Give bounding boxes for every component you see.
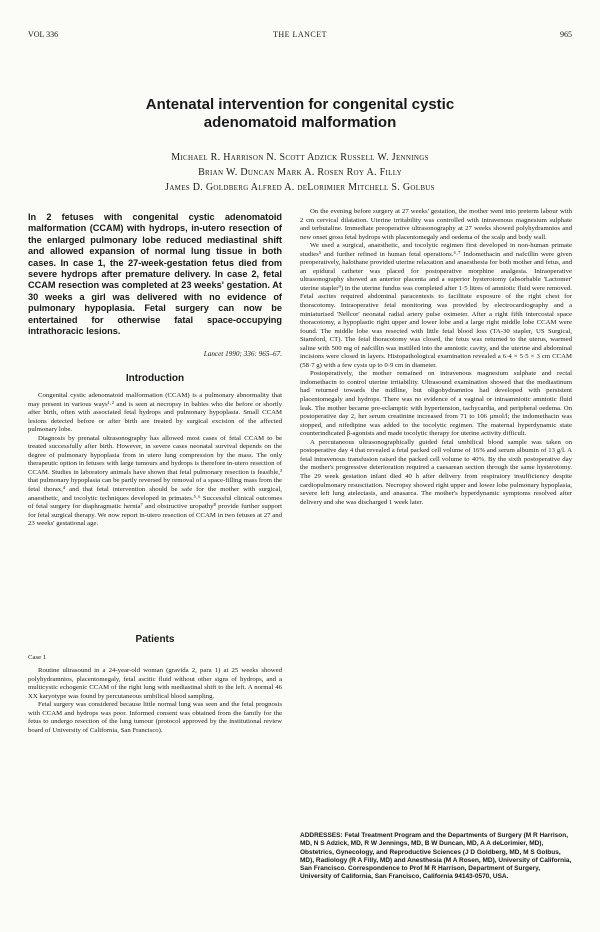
right-paragraph-1: On the evening before surgery at 27 weeks' gestation, the mother went into preterm labour with 2 cm cervical dilatation. Uterine irritability was controlled with intravenous magnesium sulphate and terbutaline. Immediate preoperative ultrasonography at 27 weeks showed polyhydramnios and new onset gross fetal hydrops with placentomegaly and oedema of the scalp and body wall.	[300, 208, 572, 241]
citation: Lancet 1990; 336: 965–67.	[203, 350, 282, 358]
right-paragraph-3: Postoperatively, the mother remained on intravenous magnesium sulphate and rectal indomethacin to control uterine irritability. Ultrasound examination showed that the mediastinum had returned towards the midline, but oligohydramnios had developed with persistent placentomegaly and hydrops. There was no evidence of a vaginal or intraamniotic amniotic fluid leak. The mother became pre-eclamptic with hypertension, tachycardia, and peripheral oedema. On postoperative day 2, her serum creatinine increased from 71 to 106 µmol/l; the indomethacin was stopped, and nifedipine was added to the tocolytic regimen. The maternal hyperdynamic state counterindicated β-agonists and made tocolytic therapy for uterine activity difficult.	[300, 370, 572, 438]
volume-label: VOL 336	[28, 30, 59, 39]
right-paragraph-2: We used a surgical, anaesthetic, and tocolytic regimen first developed in non-human primate studies⁵ and further refined in human fetal operations.⁶·⁷ Indomethacin and nafcillin were given preoperatively, halothane provided uterine relaxation and anaesthesia for both mother and fetus, and an epidural catheter was placed for postoperative morphine analgesia. Intraoperative ultrasonography showed an anterior placenta and a superior hysterotomy (absorbable 'Lactomer' uterine stapler⁹) in the uterine fundus was completed after 1·5 litres of amniotic fluid were removed. Fetal ascites required abdominal paracentesis to facilitate exposure of the right chest for thoracotomy. Intraoperative fetal monitoring was provided by electrocardiography and a miniaturised 'Nellcor' neonatal radial artery pulse oximeter. After a right fifth intercostal space thoracotomy, a hypoplastic right upper and lower lobe and a large right middle lobe CCAM were found. The middle lobe was resected with little fetal blood loss (TA-30 stapler, US Surgical, Stamford, CT). The fetal thoracotomy was closed, the fetus was returned to the uterus, warmed saline with 500 mg of nafcillin was instilled into the amniotic cavity, and the uterine and abdominal incisions were closed in layers. Histopathological examination revealed a 6·4 × 5·5 × 3 cm CCAM (58·7 g) with a few cysts up to 0·9 cm in diameter.	[300, 242, 572, 369]
intro-paragraph-2: Diagnosis by prenatal ultrasonography has allowed most cases of fetal CCAM to be treated successfully after birth. However, in severe cases neonatal survival depends on the degree of pulmonary hypoplasia from in utero lung compression by the mass. The only therapeutic option in fetuses with large tumours and hydrops is therefore in-utero resection of CCAM. Studies in laboratory animals have shown that fetal pulmonary resection is feasible,³ that pulmonary hypoplasia can be partly reversed by removal of a space-filling mass from the fetal thorax,⁴ and that fetal intervention should be safe for the mother with surgical, anaesthetic, and tocolytic techniques developed in primates.⁵·⁶ Successful clinical outcomes of fetal surgery for diaphragmatic hernia⁷ and obstructive uropathy⁸ provide further support for fetal surgical therapy. We now report in-utero resection of CCAM in two fetuses at 27 and 23 weeks' gestational age.	[28, 434, 282, 528]
case-1-body	[28, 667, 282, 735]
authors-line-2: Brian W. Duncan Mark A. Rosen Roy A. Filly	[198, 167, 402, 178]
addresses-text: Fetal Treatment Program and the Departments of Surgery (M R Harrison, MD, N S Adzick, MD, R W Jennings, MD, B W Duncan, MD, A A deLorimier, MD), Obstetrics, Gynecology, and Reproductive Sciences (J D Goldberg, MD, M S Golbus, MD), Radiology (R A Filly, MD) and Anesthesia (M A Rosen, MD), University of California, San Francisco. Correspondence to Prof M R Harrison, Department of Surgery, University of California, San Francisco, California 94143-0570, USA.	[300, 832, 572, 881]
introduction-heading: Introduction	[125, 373, 185, 384]
right-column-body	[300, 208, 572, 507]
introduction-body	[28, 392, 282, 529]
author-list	[70, 150, 530, 195]
title-line-1: Antenatal intervention for congenital cystic	[145, 96, 455, 113]
authors-line-3: James D. Goldberg Alfred A. deLorimier Mitchell S. Golbus	[165, 182, 435, 193]
addresses-label: ADDRESSES:	[300, 832, 343, 839]
authors-line-1: Michael R. Harrison N. Scott Adzick Russell W. Jennings	[171, 152, 429, 163]
right-paragraph-4: A percutaneous ultrasonographically guided fetal umbilical blood sample was taken on postoperative day 4 that revealed a fetal packed cell volume of 16% and serum albumin of 13 g/l. A fetal intravenous transfusion raised the packed cell volume to 40%. By the sixth postoperative day the mother's progressive deterioration required a caesarean section through the same hysterotomy. The 29 week gestation infant died 40 h after delivery from respiratory insufficiency despite cardiopulmonary resuscitation. Necropsy showed right upper and lower lobe pulmonary hypoplasia, severe left lung atelectasis, and anasarca. The mother's hyperdynamic symptoms resolved after delivery and she was discharged 1 week later.	[300, 438, 572, 506]
article-title	[100, 96, 500, 132]
page-number: 965	[560, 30, 572, 39]
patients-heading: Patients	[135, 634, 175, 645]
intro-paragraph-1: Congenital cystic adenomatoid malformation (CCAM) is a pulmonary abnormality that may present in various ways¹·² and is seen at necropsy in babies who die before or shortly after birth, often with associated fetal hydrops and pulmonary hypoplasia. Small CCAM lesions detected before or after birth are treated by surgical excision of the affected pulmonary lobe.	[28, 392, 282, 434]
case-paragraph-2: Fetal surgery was considered because little normal lung was seen and the fetal prognosis with CCAM and hydrops was poor. Informed consent was obtained from the family for the fetus to undergo resection of the lung tumour (protocol approved by the institutional review board of University of California, San Francisco).	[28, 701, 282, 734]
running-header	[28, 30, 572, 44]
abstract: In 2 fetuses with congenital cystic adenomatoid malformation (CCAM) with hydrops, in-utero resection of the enlarged pulmonary lobe reduced mediastinal shift and allowed expansion of normal lung tissue in both cases. In case 1, the 27-week-gestation fetus died from severe hydrops after premature delivery. In case 2, fetal CCAM resection was completed at 23 weeks' gestation. At 30 weeks a girl was delivered with no evidence of pulmonary hypoplasia. Fetal surgery can now be entertained for otherwise fatal space-occupying intrathoracic lesions.	[28, 212, 282, 337]
case-paragraph-1: Routine ultrasound in a 24-year-old woman (gravida 2, para 1) at 25 weeks showed polyhydramnios, placentomegaly, fetal ascitic fluid without other signs of hydrops, and a multicystic echogenic CCAM of the right lung with mediastinal shift to the left. A normal 46 XX karyotype was found by percutaneous umbilical blood sampling.	[28, 667, 282, 700]
case-label: Case 1	[28, 654, 47, 661]
addresses	[300, 832, 572, 882]
title-line-2: adenomatoid malformation	[203, 114, 397, 131]
journal-name: THE LANCET	[272, 30, 328, 39]
